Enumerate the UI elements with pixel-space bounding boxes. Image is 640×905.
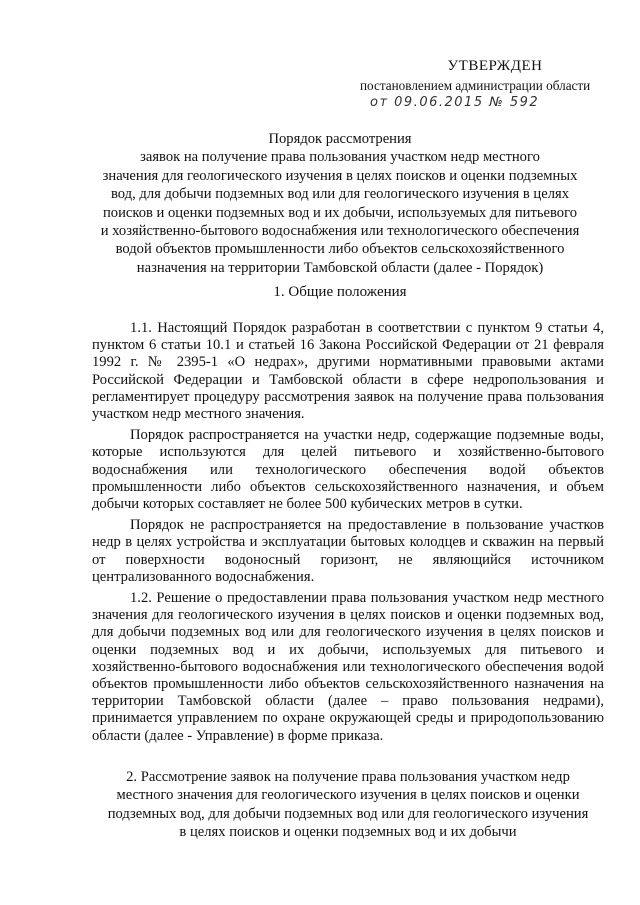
title-line: заявок на получение права пользования участком недр местного bbox=[140, 149, 540, 166]
approval-heading: УТВЕРЖДЕН bbox=[447, 58, 543, 74]
paragraph-1-2: 1.2. Решение о предоставлении права пользования участком недр местного значения для геологического изучения в целях поисков и оценки подземных вод, для добычи подземных вод или для геологического изучения в целях поисков и оценки подземных вод и их добычи, используемых для питьевого и хозяйственно-бытового водоснабжения или технологического обеспечения водой объектов промышленности либо объектов сельскохозяйственного назначения на территории Тамбовской области (далее – право пользования недрами), принимается управлением по охране окружающей среды и природопользованию области (далее - Управление) в форме приказа. bbox=[92, 590, 604, 744]
paragraph-exclusion: Порядок не распространяется на предоставление в пользование участков недр в целях устройства и эксплуатации бытовых колодцев и скважин на первый от поверхности водоносный горизонт, не являющийся источником централизованного водоснабжения. bbox=[92, 517, 604, 585]
section-2-line: в целях поисков и оценки подземных вод и их добычи bbox=[179, 824, 517, 841]
approval-date-handwritten: от 09.06.2015 № 592 bbox=[370, 95, 540, 110]
title-line: и хозяйственно-бытового водоснабжения или технологического обеспечения bbox=[100, 223, 580, 240]
section-2-line: местного значения для геологического изучения в целях поисков и оценки bbox=[116, 787, 580, 804]
title-line: вод, для добычи подземных вод или для геологического изучения в целях bbox=[111, 186, 569, 203]
title-line: поисков и оценки подземных вод и их добычи, используемых для питьевого bbox=[102, 204, 578, 221]
approval-decree: постановлением администрации области bbox=[360, 78, 591, 93]
title-line: Порядок рассмотрения bbox=[268, 131, 412, 147]
section-2-line: 2. Рассмотрение заявок на получение права пользования участком недр bbox=[126, 769, 570, 785]
section-1-heading: 1. Общие положения bbox=[273, 284, 407, 300]
document-title bbox=[80, 130, 600, 277]
paragraph-scope: Порядок распространяется на участки недр, содержащие подземные воды, которые используются для целей питьевого и хозяйственно-бытового водоснабжения или технологического обеспечения водой объектов промышленности либо объектов сельскохозяйственного назначения, и объем добычи которых составляет не более 500 кубических метров в сутки. bbox=[92, 427, 604, 513]
section-2-line: подземных вод, для добычи подземных вод или для геологического изучения bbox=[107, 805, 589, 822]
paragraph-1-1: 1.1. Настоящий Порядок разработан в соответствии с пунктом 9 статьи 4, пунктом 6 статьи 10.1 и статьей 16 Закона Российской Федерации от 21 февраля 1992 г. № 2395-1 «О недрах», другими нормативными правовыми актами Российской Федерации и Тамбовской области в сфере недропользования и регламентирует процедуру рассмотрения заявок на получение права пользования участком недр местного значения. bbox=[92, 320, 604, 423]
title-line: назначения на территории Тамбовской области (далее - Порядок) bbox=[136, 259, 544, 276]
title-line: значения для геологического изучения в целях поисков и оценки подземных bbox=[102, 167, 578, 184]
section-1-body bbox=[92, 320, 604, 749]
section-2-heading bbox=[92, 768, 604, 842]
approval-stamp bbox=[360, 58, 600, 111]
title-line: водой объектов промышленности либо объектов сельскохозяйственного bbox=[115, 241, 565, 258]
